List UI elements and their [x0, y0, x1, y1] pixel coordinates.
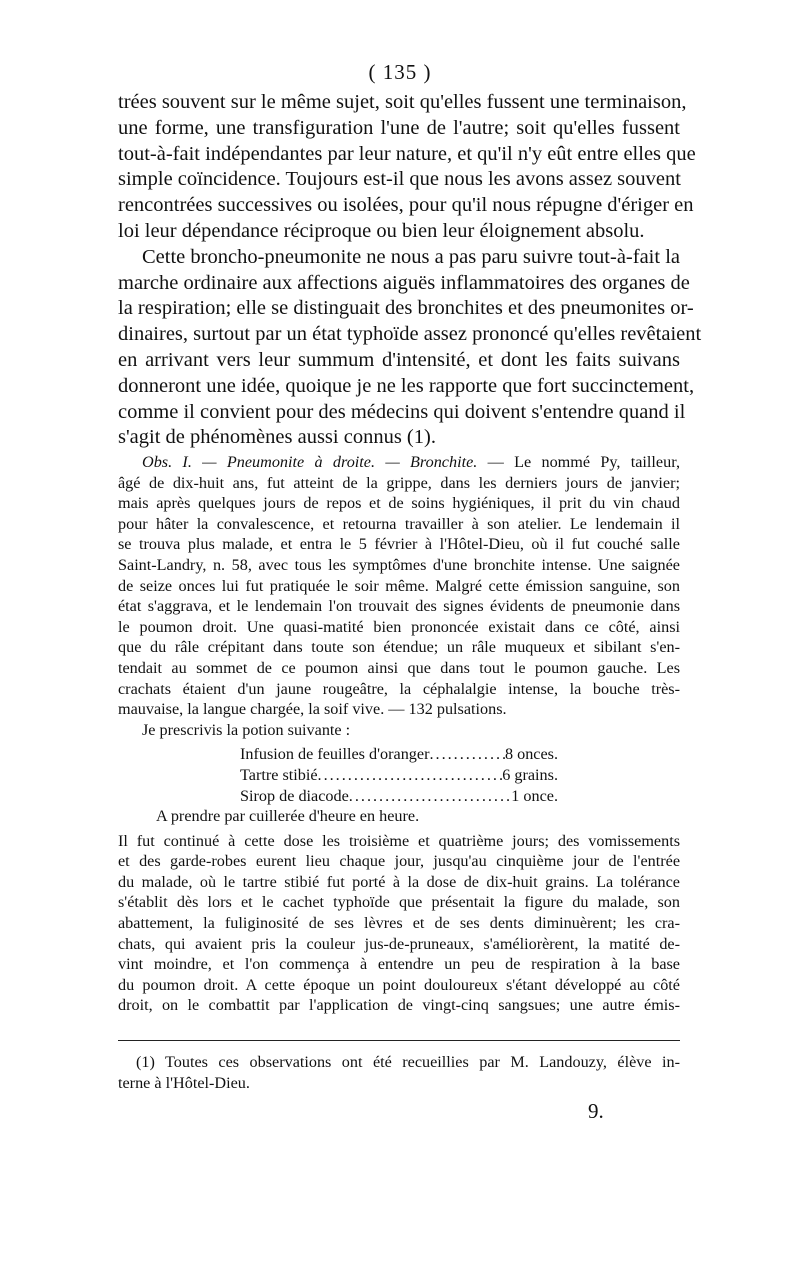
ingredient-quantity: 6 grains. — [502, 766, 558, 784]
footnote-divider — [118, 1040, 680, 1041]
text-line: crachats étaient d'un jaune rougeâtre, la céphalalgie intense, la bouche très- — [118, 679, 680, 698]
text-line: de seize onces lui fut pratiquée le soir même. Malgré cette émission sanguine, son — [118, 576, 680, 595]
text-line: du malade, où le tartre stibié fut porté à la dose de dix-huit grains. La tolérance — [118, 872, 680, 891]
dot-leader — [318, 765, 503, 786]
ingredient-name: Tartre stibié — [240, 766, 318, 784]
ingredient-quantity: 1 once. — [511, 787, 558, 805]
observation-heading-rest: — Le nommé Py, tailleur, — [487, 453, 680, 471]
text-line: la respiration; elle se distinguait des bronchites et des pneumonites or- — [118, 297, 694, 320]
text-line: dinaires, surtout par un état typhoïde assez prononcé qu'elles revêtaient — [118, 323, 702, 346]
text-line: Saint-Landry, n. 58, avec tous les symptômes d'une bronchite intense. Une saignée — [118, 555, 680, 574]
text-line: le poumon droit. Une quasi-matité bien prononcée existait dans ce côté, ainsi — [118, 617, 680, 636]
footnote-line: terne à l'Hôtel-Dieu. — [118, 1074, 250, 1092]
text-line: s'établit dès lors et le cachet typhoïde que présentait la figure du malade, son — [118, 893, 680, 912]
text-line: Cette broncho-pneumonite ne nous a pas paru suivre tout-à-fait la — [142, 245, 680, 268]
text-line: tout-à-fait indépendantes par leur nature, et qu'il n'y eût entre elles que — [118, 142, 696, 165]
text-line: en arrivant vers leur summum d'intensité, et dont les faits suivans — [118, 348, 680, 371]
text-line: et des garde-robes eurent lieu chaque jour, jusqu'au cinquième jour de l'entrée — [118, 852, 680, 871]
text-line: vint moindre, et l'on commença à entendre un peu de respiration à la base — [118, 955, 680, 974]
text-line: se trouva plus malade, et entra le 5 février à l'Hôtel-Dieu, où il fut couché salle — [118, 535, 680, 554]
prescription-list — [240, 744, 558, 807]
text-line: une forme, une transfiguration l'une de l'autre; soit qu'elles fussent — [118, 116, 680, 139]
text-line: âgé de dix-huit ans, fut atteint de la grippe, dans les derniers jours de janvier; — [118, 473, 680, 492]
footnote — [118, 1052, 680, 1094]
observation-heading: Obs. I. — Pneumonite à droite. — Bronchite. — [142, 453, 478, 471]
prescription-intro: Je prescrivis la potion suivante : — [142, 720, 351, 739]
text-line: Il fut continué à cette dose les troisième et quatrième jours; des vomissements — [118, 831, 680, 850]
text-line: droit, on le combattit par l'application de vingt-cinq sangsues; une autre émis- — [118, 996, 680, 1015]
text-line: simple coïncidence. Toujours est-il que nous les avons assez souvent — [118, 168, 681, 191]
prescription-item — [240, 786, 558, 807]
text-line: abattement, la fuliginosité de ses lèvres et de ses dents diminuèrent; les cra- — [118, 913, 680, 932]
main-text — [118, 90, 702, 451]
text-line: rencontrées successives ou isolées, pour qu'il nous répugne d'ériger en — [118, 194, 694, 217]
dot-leader — [429, 744, 504, 765]
text-line: mais après quelques jours de repos et de soins hygiéniques, il prit du vin chaud — [118, 494, 680, 513]
text-line: s'agit de phénomènes aussi connus (1). — [118, 426, 436, 449]
text-line: comme il convient pour des médecins qui doivent s'entendre quand il — [118, 400, 686, 423]
text-line: mauvaise, la langue chargée, la soif vive. — 132 pulsations. — [118, 700, 507, 719]
ingredient-quantity: 8 onces. — [504, 745, 558, 763]
text-line: loi leur dépendance réciproque ou bien leur éloignement absolu. — [118, 219, 645, 242]
observation-continuation — [118, 806, 680, 1016]
text-line: marche ordinaire aux affections aiguës inflammatoires des organes de — [118, 271, 690, 294]
text-line: tendait au sommet de ce poumon ainsi que dans tout le poumon gauche. Les — [118, 658, 680, 677]
dosage-instruction: A prendre par cuillerée d'heure en heure. — [156, 807, 420, 825]
prescription-item — [240, 765, 558, 786]
dot-leader — [349, 786, 511, 807]
text-line: chats, qui avaient pris la couleur jus-de-pruneaux, s'améliorèrent, la matité de- — [118, 934, 680, 953]
prescription-item — [240, 744, 558, 765]
text-line: du poumon droit. A cette époque un point douloureux s'étant développé au côté — [118, 975, 680, 994]
text-line: que du râle crépitant dans toute son étendue; un râle muqueux et sibilant s'en- — [118, 638, 680, 657]
page-number: ( 135 ) — [368, 60, 432, 84]
observation-heading-line — [118, 452, 680, 473]
signature-mark: 9. — [588, 1099, 604, 1123]
observation-text — [118, 452, 680, 740]
text-line: donneront une idée, quoique je ne les rapporte que fort succinctement, — [118, 374, 695, 397]
ingredient-name: Sirop de diacode — [240, 787, 349, 805]
text-line: pour hâter la convalescence, et retourna travailler à son atelier. Le lendemain il — [118, 514, 680, 533]
ingredient-name: Infusion de feuilles d'oranger — [240, 745, 430, 763]
footnote-line: (1) Toutes ces observations ont été recueillies par M. Landouzy, élève in- — [136, 1053, 680, 1071]
text-line: trées souvent sur le même sujet, soit qu'elles fussent une terminaison, — [118, 91, 687, 113]
text-line: état s'aggrava, et le lendemain l'on trouvait des signes évidents de pneumonie dans — [118, 597, 680, 616]
